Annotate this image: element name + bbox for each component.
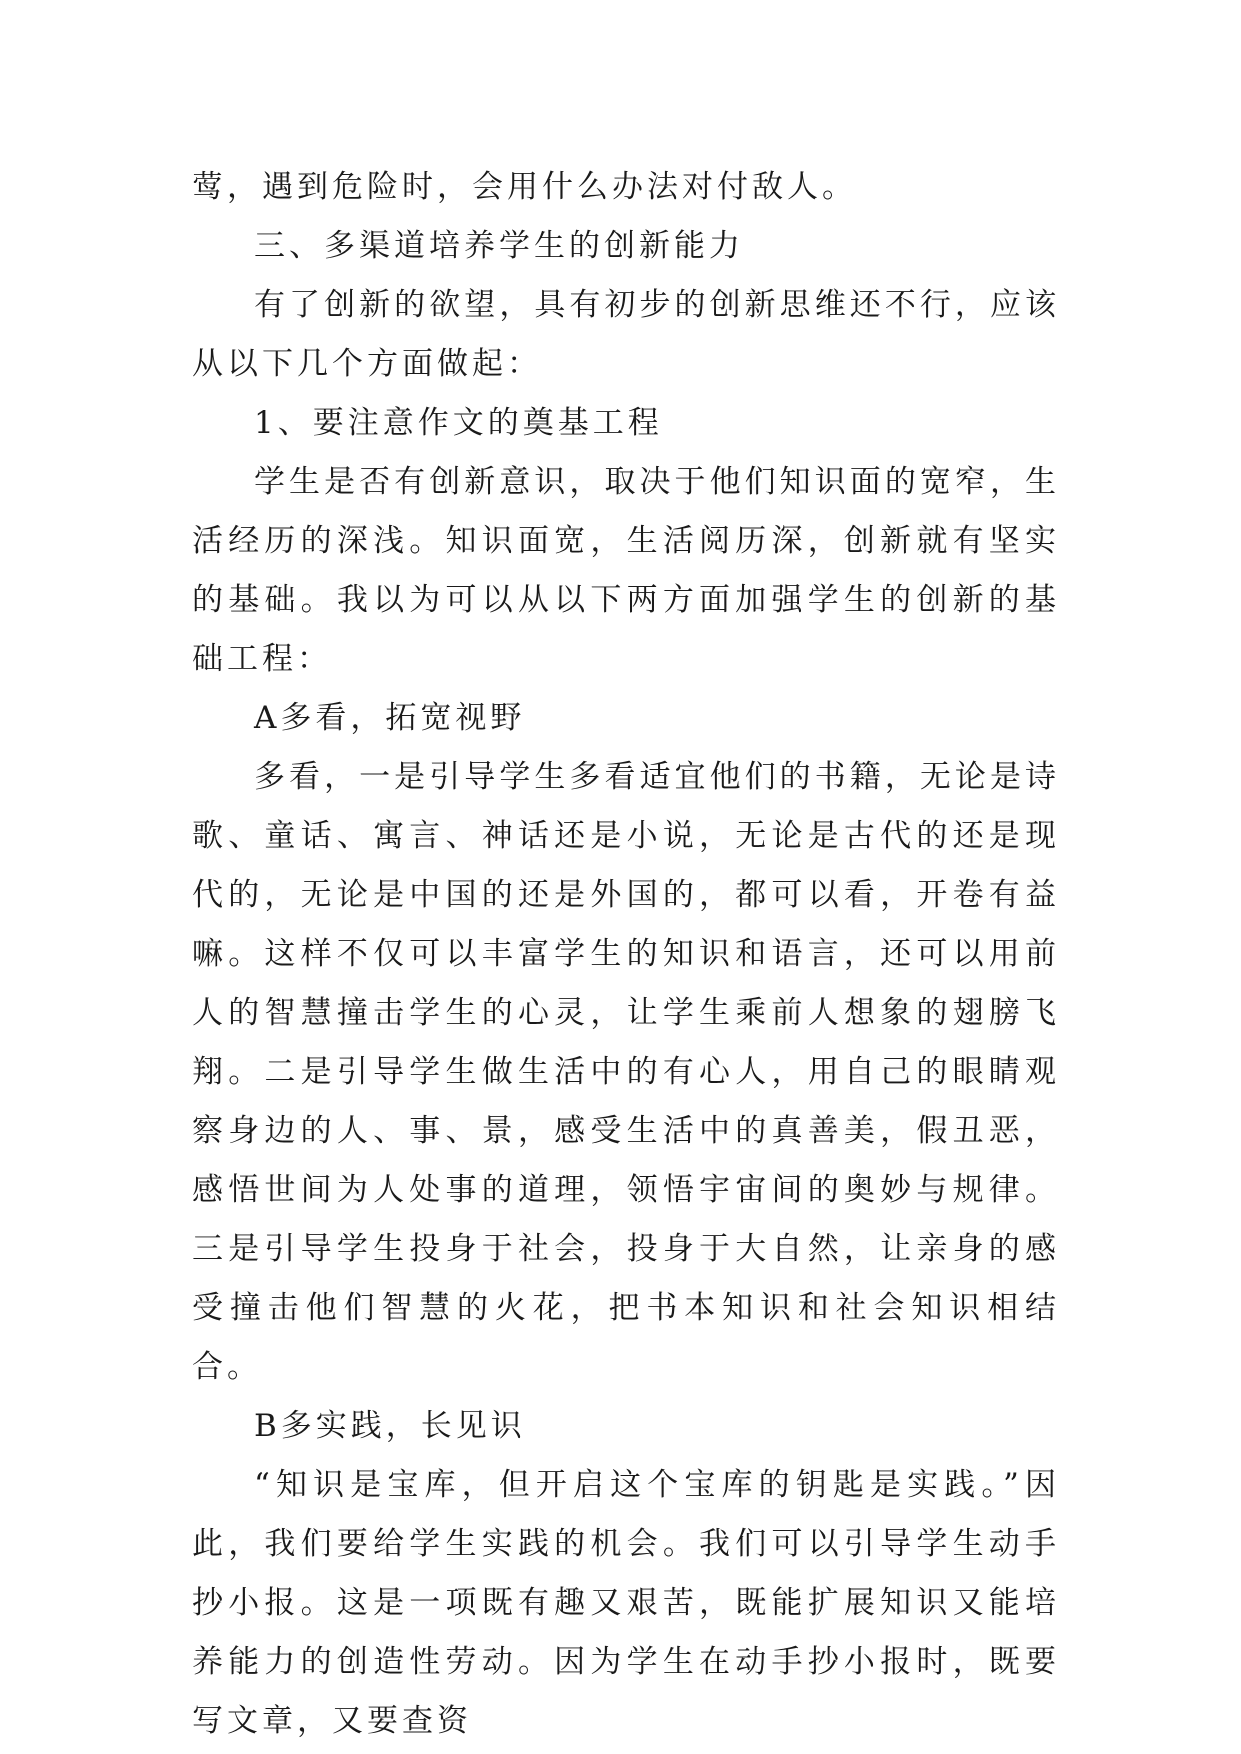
paragraph-continuation: 莺，遇到危险时，会用什么办法对付敌人。: [192, 169, 857, 205]
subsection-heading: B多实践，长见识: [254, 1408, 526, 1444]
paragraph: 有了创新的欲望，具有初步的创新思维还不行，应该从以下几个方面做起：: [192, 287, 1060, 382]
subsection-heading: 1、要注意作文的奠基工程: [254, 405, 663, 441]
paragraph: 学生是否有创新意识，取决于他们知识面的宽窄，生活经历的深浅。知识面宽，生活阅历深，创新就有坚实的基础。我以为可以从以下两方面加强学生的创新的基础工程：: [192, 464, 1060, 677]
section-heading: 三、多渠道培养学生的创新能力: [254, 228, 744, 264]
paragraph: “知识是宝库，但开启这个宝库的钥匙是实践。”因此，我们要给学生实践的机会。我们可以引导学生动手抄小报。这是一项既有趣又艰苦，既能扩展知识又能培养能力的创造性劳动。因为学生在动手抄小报时，既要写文章，又要查资: [192, 1467, 1060, 1739]
subsection-heading: A多看，拓宽视野: [254, 700, 526, 736]
document-body: [192, 158, 1060, 1751]
paragraph: 多看，一是引导学生多看适宜他们的书籍，无论是诗歌、童话、寓言、神话还是小说，无论是古代的还是现代的，无论是中国的还是外国的，都可以看，开卷有益嘛。这样不仅可以丰富学生的知识和语言，还可以用前人的智慧撞击学生的心灵，让学生乘前人想象的翅膀飞翔。二是引导学生做生活中的有心人，用自己的眼睛观察身边的人、事、景，感受生活中的真善美，假丑恶，感悟世间为人处事的道理，领悟宇宙间的奥妙与规律。三是引导学生投身于社会，投身于大自然，让亲身的感受撞击他们智慧的火花，把书本知识和社会知识相结合。: [192, 759, 1060, 1385]
